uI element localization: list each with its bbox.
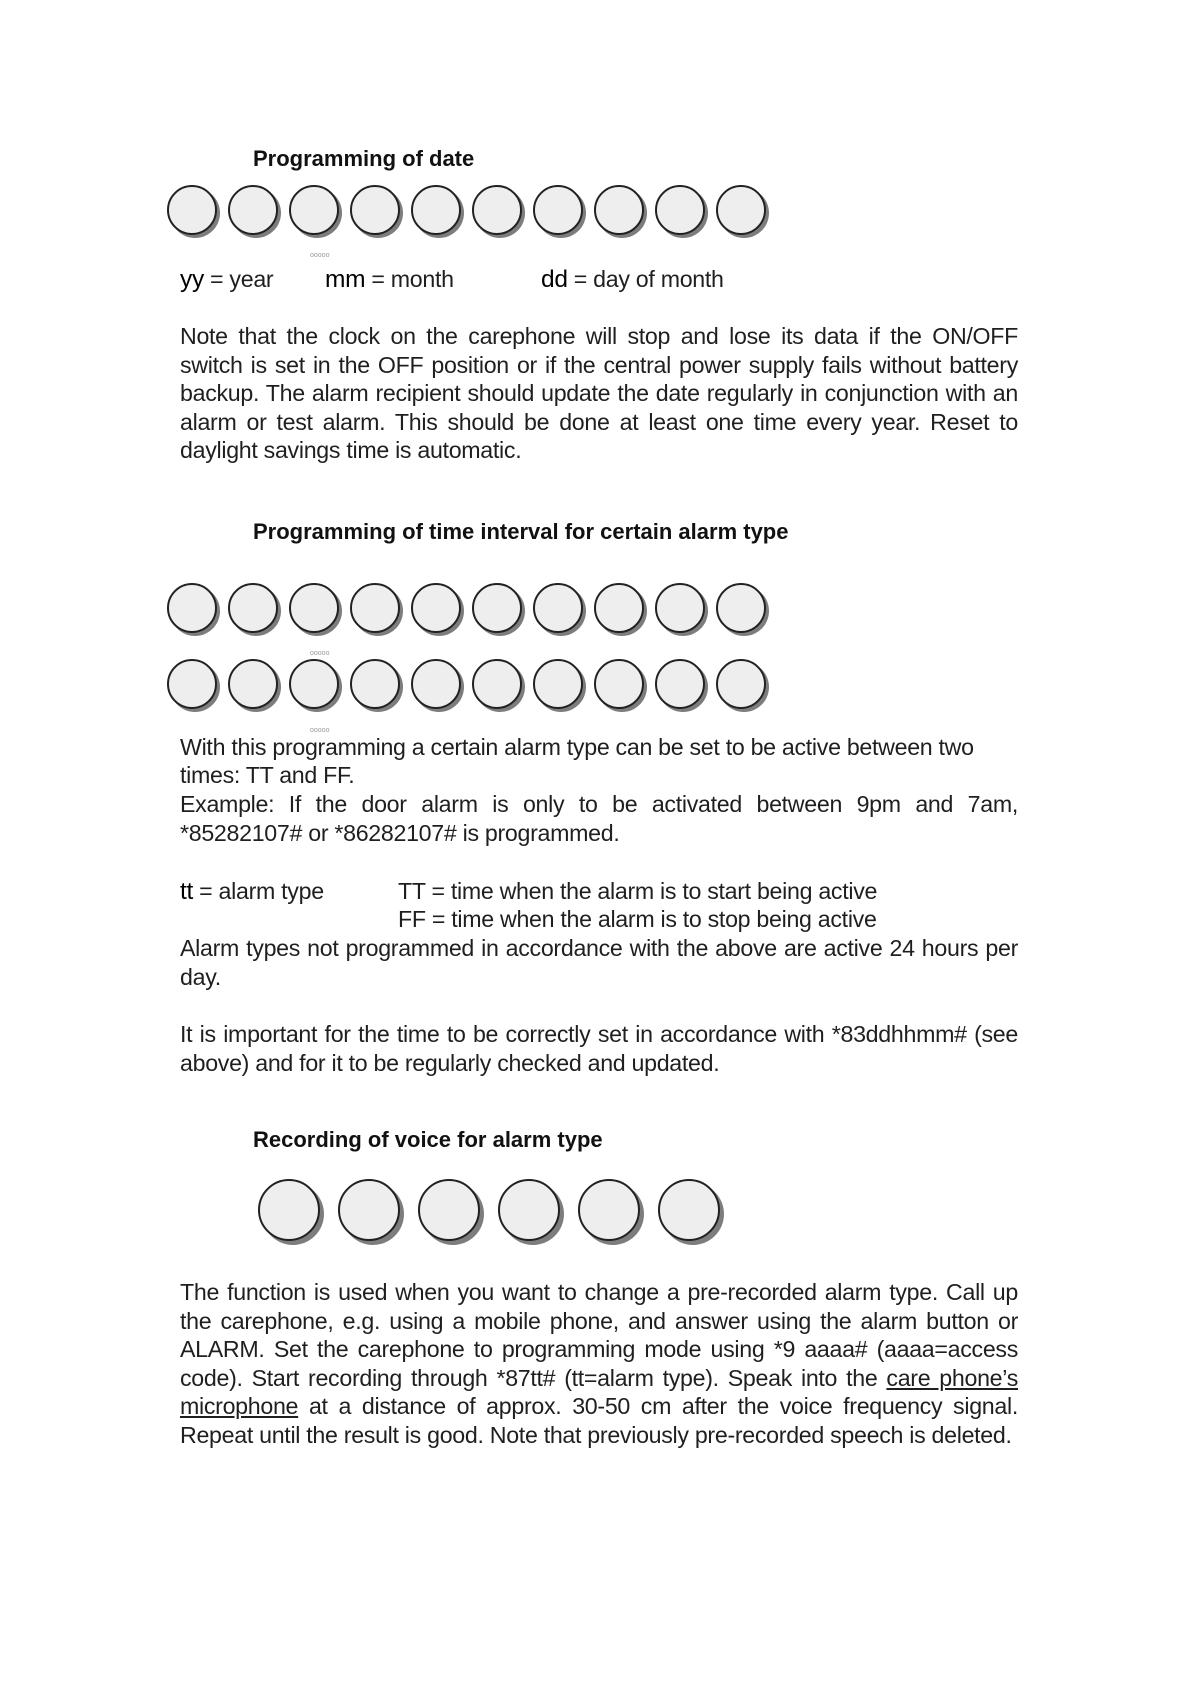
key-circle: [228, 583, 278, 633]
key-circle: [533, 659, 583, 709]
key-circle: [594, 583, 644, 633]
date-note-paragraph: Note that the clock on the carephone will stop and lose its data if the ON/OFF switch is set in the OFF position or if the central power supply fails without battery backup. The alarm recipient should update the date regularly in conjunction with an alarm or test alarm. This should be done at least one time every year. Reset to daylight savings time is automatic.: [180, 323, 1018, 463]
key-circle: [594, 185, 644, 235]
care-phone-microphone-text: care phone’s microphone: [180, 1364, 1018, 1419]
legend-mm-var: mm: [325, 266, 366, 293]
key-circle: [472, 659, 522, 709]
dots-mark: ooooo: [310, 727, 330, 734]
legend-yy: [180, 266, 273, 294]
key-circle: [716, 185, 766, 235]
not-programmed-paragraph: Alarm types not programmed in accordance with the above are active 24 hours per day.: [180, 935, 1018, 990]
key-circle: [716, 659, 766, 709]
key-circle: [289, 185, 339, 235]
TT-definition: TT = time when the alarm is to start being active: [398, 878, 878, 904]
legend-dd-var: dd: [541, 266, 568, 293]
heading-recording-of-voice: Recording of voice for alarm type: [253, 1127, 603, 1152]
key-circle: [594, 659, 644, 709]
key-circle: [350, 659, 400, 709]
key-circle: [578, 1179, 640, 1241]
key-circle: [655, 583, 705, 633]
key-circle: [533, 185, 583, 235]
interval-keypad-row-2: [167, 659, 766, 709]
tt-text: = alarm type: [193, 878, 324, 904]
legend-mm-text: = month: [365, 266, 454, 292]
legend-dd: [541, 266, 724, 294]
interval-keypad-row-1: [167, 583, 766, 633]
key-circle: [350, 185, 400, 235]
dots-mark: ooooo: [310, 252, 330, 259]
key-circle: [716, 583, 766, 633]
key-circle: [411, 659, 461, 709]
key-circle: [167, 659, 217, 709]
key-circle: [655, 659, 705, 709]
key-circle: [167, 583, 217, 633]
voice-body-after-link: at a distance of approx. 30-50 cm after the voice frequency signal. Repeat until the result is good. Note that previously pre-recorded speech is deleted.: [180, 1393, 1018, 1448]
legend-yy-text: = year: [203, 266, 274, 292]
heading-programming-of-date: Programming of date: [253, 146, 475, 171]
key-circle: [472, 185, 522, 235]
key-circle: [472, 583, 522, 633]
legend-mm: [325, 266, 454, 294]
interval-intro-line-1: With this programming a certain alarm type can be set to be active between two: [180, 734, 974, 760]
key-circle: [289, 583, 339, 633]
key-circle: [533, 583, 583, 633]
key-circle: [655, 185, 705, 235]
heading-programming-of-time-interval: Programming of time interval for certain alarm type: [253, 519, 789, 544]
key-circle: [167, 185, 217, 235]
interval-example-paragraph: Example: If the door alarm is only to be activated between 9pm and 7am, *85282107# or *86282107# is programmed.: [180, 791, 1018, 846]
interval-intro-line-2: times: TT and FF.: [180, 762, 355, 788]
key-circle: [411, 185, 461, 235]
tt-definition: [180, 878, 324, 906]
key-circle: [418, 1179, 480, 1241]
key-circle: [411, 583, 461, 633]
key-circle: [228, 659, 278, 709]
key-circle: [289, 659, 339, 709]
legend-dd-text: = day of month: [567, 266, 724, 292]
important-paragraph: It is important for the time to be correctly set in accordance with *83ddhhmm# (see above) and for it to be regularly checked and updated.: [180, 1021, 1018, 1076]
key-circle: [498, 1179, 560, 1241]
legend-yy-var: yy: [180, 266, 204, 293]
voice-keypad-row: [258, 1179, 720, 1241]
date-keypad-row: [167, 185, 766, 235]
voice-body-before-link: The function is used when you want to change a pre-recorded alarm type. Call up the carephone, e.g. using a mobile phone, and answer using the alarm button or ALARM. Set the carephone to programming mode using *9 aaaa# (aaaa=access code). Start recording through *87tt# (tt=alarm type). Speak into the: [180, 1279, 1018, 1391]
key-circle: [350, 583, 400, 633]
key-circle: [228, 185, 278, 235]
FF-definition: FF = time when the alarm is to stop being active: [398, 906, 877, 932]
key-circle: [258, 1179, 320, 1241]
key-circle: [658, 1179, 720, 1241]
dots-mark: ooooo: [310, 650, 330, 657]
key-circle: [338, 1179, 400, 1241]
tt-var: tt: [180, 878, 194, 905]
voice-recording-paragraph: [180, 1278, 1018, 1449]
